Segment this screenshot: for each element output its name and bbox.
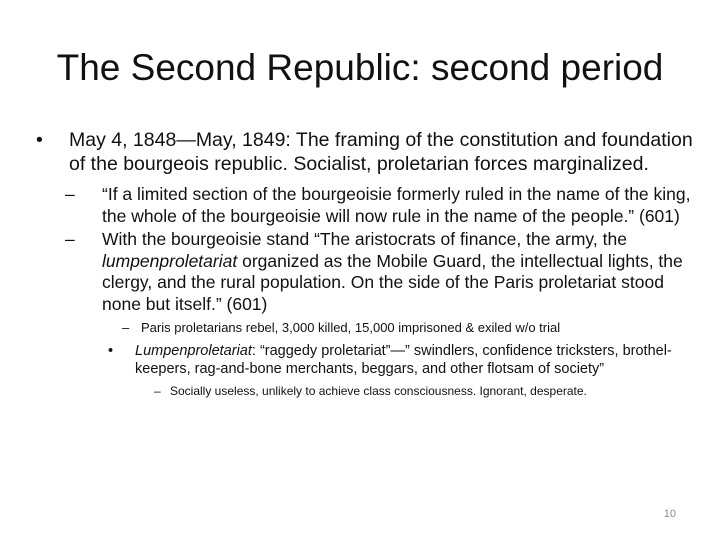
- dash-marker: –: [154, 384, 161, 398]
- sub-sub-bullet-rebellion: [122, 320, 696, 336]
- sub-sub-bullet-text: Paris proletarians rebel, 3,000 killed, 15,000 imprisoned & exiled w/o trial: [141, 320, 561, 335]
- definition-text: : “raggedy proletariat”—” swindlers, confidence tricksters, brothel-keepers, rag-and-bone merchants, beggars, and other flotsam of society”: [135, 343, 672, 377]
- sub-sub-bullet-useless: [154, 384, 696, 399]
- bullet-text: May 4, 1848—May, 1849: The framing of the constitution and foundation of the bourgeois republic. Socialist, proletarian forces marginalized.: [69, 129, 693, 175]
- sub-bullet-text-before: With the bourgeoisie stand “The aristocrats of finance, the army, the: [102, 229, 627, 249]
- sub-bullet-allies-bourgeoisie: [65, 229, 696, 315]
- page-number: 10: [663, 508, 676, 520]
- sub-bullet-text: “If a limited section of the bourgeoisie formerly ruled in the name of the king, the whole of the bourgeoisie will now rule in the name of the people.” (601): [102, 184, 691, 226]
- dash-marker: –: [65, 229, 75, 249]
- sub-bullet-text-after: organized as the Mobile Guard, the intellectual lights, the clergy, and the rural population. On the side of the Paris proletariat stood none but itself.” (601): [102, 250, 683, 314]
- sub-sub-bullet-text: Socially useless, unlikely to achieve class consciousness. Ignorant, desperate.: [170, 384, 587, 398]
- slide-body: [36, 128, 696, 399]
- slide-title: The Second Republic: second period: [56, 47, 664, 88]
- bullet-marker: •: [108, 343, 114, 359]
- sub-bullet-quote-bourgeoisie: [65, 184, 696, 227]
- bullet-marker: •: [36, 129, 43, 151]
- lumpenproletariat-term: Lumpenproletariat: [135, 343, 252, 359]
- bullet-item-lumpenproletariat: [108, 342, 696, 378]
- dash-marker: –: [122, 320, 130, 335]
- bullet-item-constitution: [36, 128, 696, 176]
- dash-marker: –: [65, 184, 75, 204]
- lumpenproletariat-term: lumpenproletariat: [102, 250, 238, 271]
